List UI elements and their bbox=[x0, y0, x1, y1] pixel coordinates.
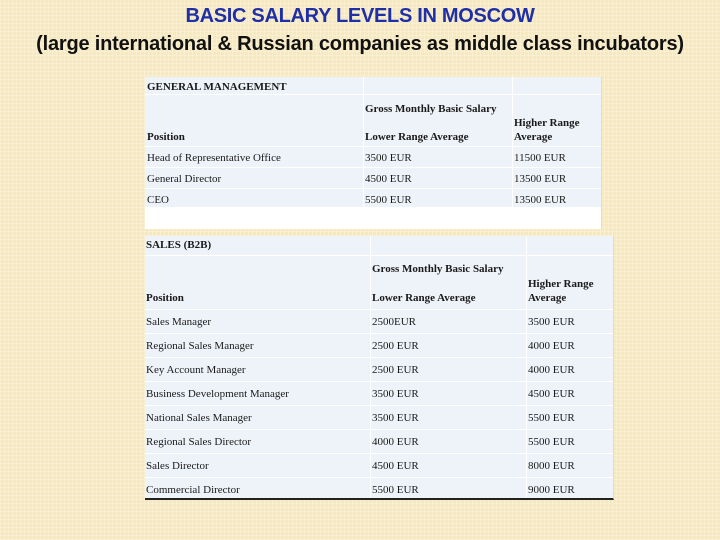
row-position: National Sales Manager bbox=[146, 412, 252, 424]
sales-table bbox=[145, 236, 614, 500]
col-header-higher-1: Higher Range bbox=[514, 117, 580, 129]
row-position: Key Account Manager bbox=[146, 364, 246, 376]
row-lower: 5500 EUR bbox=[372, 484, 419, 496]
col-header-higher-2: Average bbox=[514, 131, 553, 143]
row-lower: 3500 EUR bbox=[365, 152, 412, 164]
row-higher: 4500 EUR bbox=[528, 388, 575, 400]
row-higher: 3500 EUR bbox=[528, 316, 575, 328]
row-higher: 5500 EUR bbox=[528, 412, 575, 424]
col-header-lower: Lower Range Average bbox=[372, 292, 476, 304]
row-position: Head of Representative Office bbox=[147, 152, 281, 164]
row-position: General Director bbox=[147, 173, 222, 185]
group-header: Gross Monthly Basic Salary bbox=[365, 103, 497, 115]
general-management-table bbox=[145, 77, 602, 229]
col-header-higher-2: Average bbox=[528, 292, 567, 304]
col-header-lower: Lower Range Average bbox=[365, 131, 469, 143]
row-lower: 4500 EUR bbox=[365, 173, 412, 185]
row-lower: 3500 EUR bbox=[372, 388, 419, 400]
page-title: BASIC SALARY LEVELS IN MOSCOW bbox=[185, 5, 535, 27]
row-position: Commercial Director bbox=[146, 484, 240, 496]
col-header-position: Position bbox=[146, 292, 184, 304]
row-position: Regional Sales Director bbox=[146, 436, 252, 448]
row-higher: 13500 EUR bbox=[514, 173, 567, 185]
section-title: GENERAL MANAGEMENT bbox=[147, 81, 287, 93]
page-subtitle: (large international & Russian companies as middle class incubators) bbox=[36, 33, 684, 55]
row-higher: 4000 EUR bbox=[528, 364, 575, 376]
row-position: CEO bbox=[147, 194, 169, 206]
row-higher: 11500 EUR bbox=[514, 152, 566, 164]
section-title: SALES (B2B) bbox=[146, 239, 212, 251]
row-lower: 2500 EUR bbox=[372, 364, 419, 376]
row-lower: 5500 EUR bbox=[365, 194, 412, 206]
row-lower: 3500 EUR bbox=[372, 412, 419, 424]
group-header: Gross Monthly Basic Salary bbox=[372, 263, 504, 275]
col-header-higher-1: Higher Range bbox=[528, 278, 594, 290]
row-higher: 9000 EUR bbox=[528, 484, 575, 496]
row-higher: 5500 EUR bbox=[528, 436, 575, 448]
row-position: Regional Sales Manager bbox=[146, 340, 254, 352]
row-lower: 2500 EUR bbox=[372, 340, 419, 352]
row-lower: 4500 EUR bbox=[372, 460, 419, 472]
row-position: Business Development Manager bbox=[146, 388, 289, 400]
row-higher: 13500 EUR bbox=[514, 194, 567, 206]
row-higher: 4000 EUR bbox=[528, 340, 575, 352]
row-lower: 2500EUR bbox=[372, 316, 416, 328]
row-lower: 4000 EUR bbox=[372, 436, 419, 448]
row-position: Sales Director bbox=[146, 460, 209, 472]
row-position: Sales Manager bbox=[146, 316, 212, 328]
col-header-position: Position bbox=[147, 131, 185, 143]
row-higher: 8000 EUR bbox=[528, 460, 575, 472]
